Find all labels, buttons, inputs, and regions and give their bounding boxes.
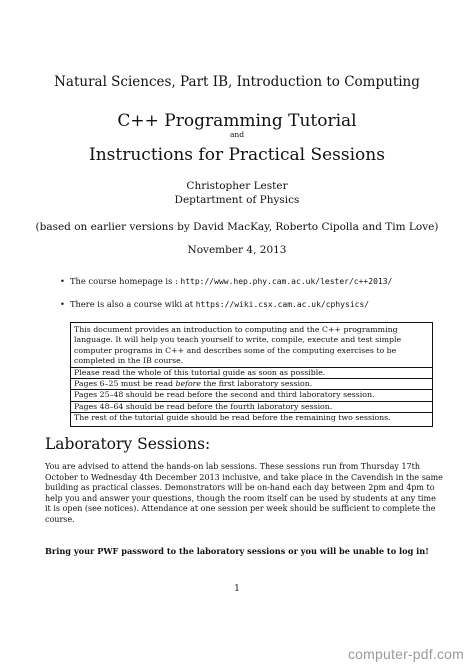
bullet-text: The course homepage is :: [70, 276, 181, 286]
bullet-icon: •: [60, 276, 65, 286]
page-number: 1: [234, 584, 240, 594]
password-warning: Bring your PWF password to the laboratory sessions or you will be unable to log in!: [45, 546, 429, 556]
paragraph-line: October to Wednesday 4th December 2013 inclusive, and take place in the Cavendish in the same: [45, 472, 443, 482]
homepage-link[interactable]: http://www.hep.phy.cam.ac.uk/lester/c++2013/: [180, 277, 393, 286]
intro-line: language. It will help you teach yourself to write, compile, execute and test simple: [74, 335, 402, 345]
list-item: [60, 276, 460, 286]
read-whole-note: Please read the whole of this tutorial guide as soon as possible.: [74, 367, 326, 377]
paragraph-line: You are advised to attend the hands-on lab sessions. These sessions run from Thursday 17th: [45, 462, 420, 471]
credits-line: (based on earlier versions by David MacKay, Roberto Cipolla and Tim Love): [35, 221, 439, 233]
lab-paragraph: [45, 462, 445, 525]
section-heading: Laboratory Sessions:: [45, 435, 211, 453]
title-connector: and: [229, 130, 245, 139]
intro-line: completed in the IB course.: [74, 356, 184, 366]
paragraph-line: course.: [45, 514, 75, 524]
instructions-title: Instructions for Practical Sessions: [89, 145, 385, 165]
link-list: [60, 276, 460, 322]
remaining-note: The rest of the tutorial guide should be read before the remaining two sessions.: [74, 413, 391, 423]
pages-6-25-note: Pages 6–25 must be read before the first laboratory session.: [74, 379, 313, 389]
document-date: November 4, 2013: [187, 244, 287, 256]
wiki-link[interactable]: https://wiki.csx.cam.ac.uk/cphysics/: [195, 300, 370, 309]
course-title: Natural Sciences, Part IB, Introduction to Computing: [54, 74, 420, 90]
intro-line: This document provides an introduction to computing and the C++ programming: [74, 325, 398, 334]
author-name: Christopher Lester: [186, 180, 288, 192]
department: Deptartment of Physics: [174, 194, 300, 206]
bullet-icon: •: [60, 299, 65, 309]
intro-line: computer programs in C++ and describes some of the computing exercises to be: [74, 345, 397, 355]
list-item: [60, 299, 460, 309]
paragraph-line: it is open (see notices). Attendance at one session per week should be sufficient to complete the: [45, 504, 436, 513]
tutorial-title: C++ Programming Tutorial: [117, 111, 357, 131]
bullet-text: There is also a course wiki at: [70, 299, 196, 309]
paragraph-line: building as practical classes. Demonstrators will be on-hand each day between 2pm and 4pm to: [45, 483, 435, 492]
paragraph-line: help you and answer your questions, though the room itself can be used by students at any time: [45, 493, 436, 503]
pages-48-64-note: Pages 48–64 should be read before the fourth laboratory session.: [74, 401, 333, 411]
reading-guide-box: [70, 322, 433, 427]
pages-25-48-note: Pages 25–48 should be read before the second and third laboratory session.: [74, 390, 375, 400]
watermark: computer-pdf.com: [347, 646, 464, 662]
